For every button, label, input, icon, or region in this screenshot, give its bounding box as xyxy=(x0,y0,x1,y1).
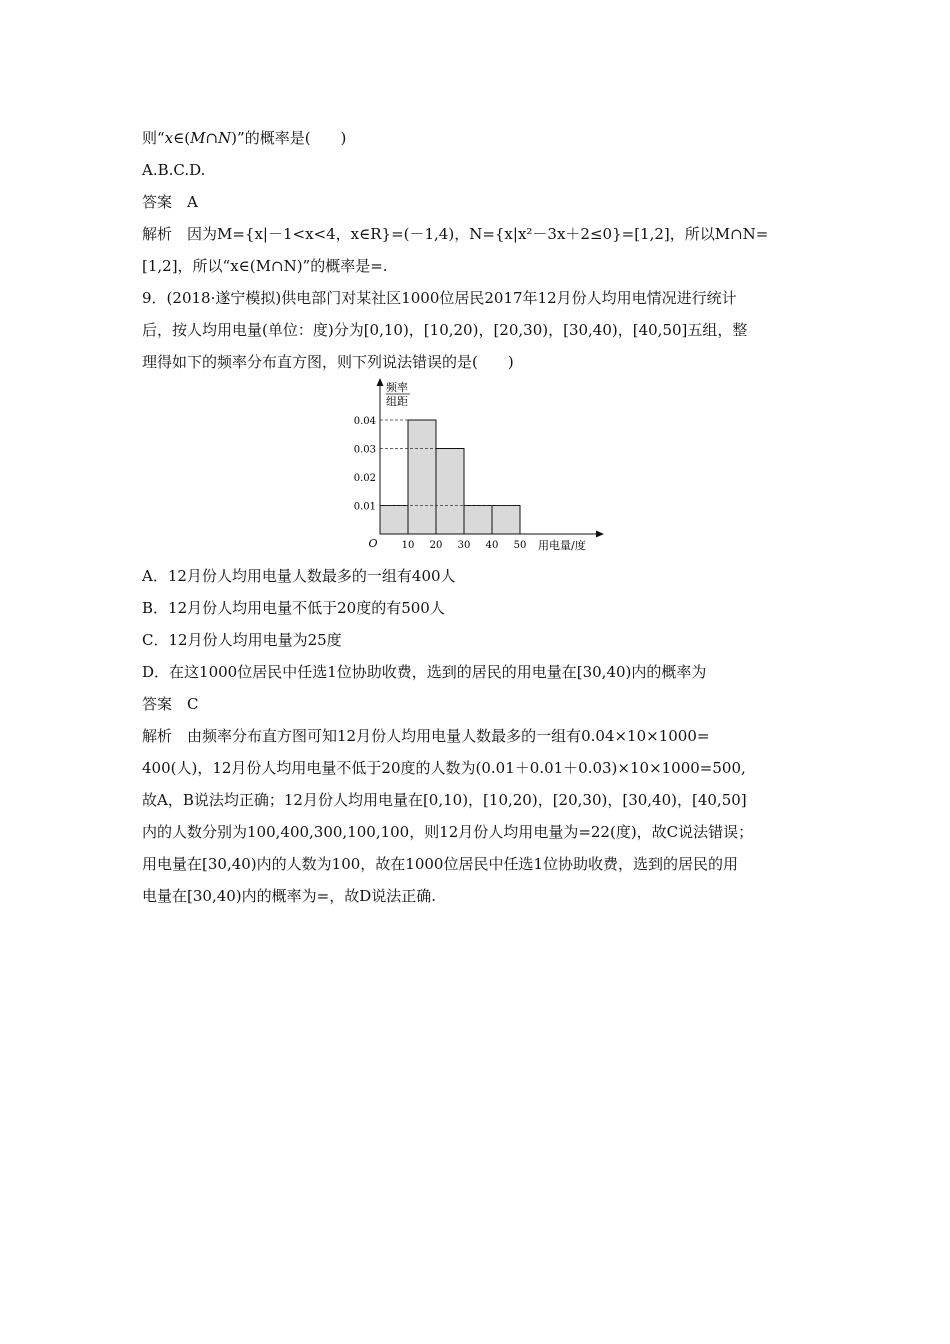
x-axis-label: 用电量/度 xyxy=(538,539,586,552)
q9-option-a: A．12月份人均用电量人数最多的一组有400人 xyxy=(142,567,456,585)
y-tick-label: 0.03 xyxy=(353,444,376,456)
y-tick-label: 0.01 xyxy=(353,501,376,513)
x-tick-label: 50 xyxy=(513,540,527,551)
y-label-bottom: 组距 xyxy=(386,395,408,408)
y-label-top: 频率 xyxy=(386,381,408,394)
y-tick-label: 0.02 xyxy=(353,473,376,484)
question-9-stem xyxy=(142,282,812,378)
q9-solution-line-3: 故A，B说法均正确；12月份人均用电量在[0,10)，[10,20)，[20,30)，[30,40)，[40,50] xyxy=(142,791,747,809)
x-tick-label: 30 xyxy=(457,540,471,551)
q9-solution-line-6: 电量在[30,40)内的概率为=，故D说法正确. xyxy=(142,887,437,905)
frequency-histogram xyxy=(340,376,610,556)
y-tick-label: 0.04 xyxy=(353,416,376,427)
question-9-body xyxy=(142,560,812,912)
x-tick-label: 40 xyxy=(485,540,499,551)
origin-label: O xyxy=(368,537,378,550)
x-tick-label: 20 xyxy=(429,540,443,551)
x-tick-label: 10 xyxy=(401,540,415,551)
q9-solution-line-5: 用电量在[30,40)内的人数为100，故在1000位居民中任选1位协助收费，选到的居民的用 xyxy=(142,855,738,873)
question-8-tail xyxy=(142,122,812,282)
q8-options: A.B.C.D. xyxy=(142,161,206,179)
q9-stem-line-3: 理得如下的频率分布直方图，则下列说法错误的是( ) xyxy=(142,353,514,371)
q8-stem-end: 则“x∈(M∩N)”的概率是( ) xyxy=(142,129,347,147)
histogram-bar-3 xyxy=(436,449,464,535)
q9-solution-line-4: 内的人数分别为100,400,300,100,100，则12月份人均用电量为=22(度)，故C说法错误； xyxy=(142,823,754,841)
q9-option-d: D．在这1000位居民中任选1位协助收费，选到的居民的用电量在[30,40)内的概率为 xyxy=(142,663,707,681)
q9-option-b: B．12月份人均用电量不低于20度的有500人 xyxy=(142,599,445,617)
histogram-bar-1 xyxy=(380,506,408,535)
q8-answer: 答案 A xyxy=(142,193,198,211)
histogram-bar-5 xyxy=(492,506,520,535)
q9-answer: 答案 C xyxy=(142,695,199,713)
histogram-bar-2 xyxy=(408,420,436,534)
q9-option-c: C．12月份人均用电量为25度 xyxy=(142,631,342,649)
q9-solution-line-2: 400(人)，12月份人均用电量不低于20度的人数为(0.01＋0.01＋0.03)×10×1000=500, xyxy=(142,759,746,777)
q9-solution-line-1: 解析 由频率分布直方图可知12月份人均用电量人数最多的一组有0.04×10×1000= xyxy=(142,727,710,745)
q9-stem-line-1: 9．(2018·遂宁模拟)供电部门对某社区1000位居民2017年12月份人均用电情况进行统计 xyxy=(142,289,737,307)
q9-stem-line-2: 后，按人均用电量(单位：度)分为[0,10)，[10,20)，[20,30)，[30,40)，[40,50]五组，整 xyxy=(142,321,748,339)
q8-solution-line-2: [1,2]，所以“x∈(M∩N)”的概率是=. xyxy=(142,257,388,275)
q8-solution-line-1: 解析 因为M={x|－1<x<4，x∈R}=(－1,4)，N={x|x²－3x＋2≤0}=[1,2]，所以M∩N= xyxy=(142,225,769,243)
y-axis-arrow xyxy=(377,378,384,386)
histogram-bar-4 xyxy=(464,506,492,535)
x-axis-arrow xyxy=(596,531,604,538)
